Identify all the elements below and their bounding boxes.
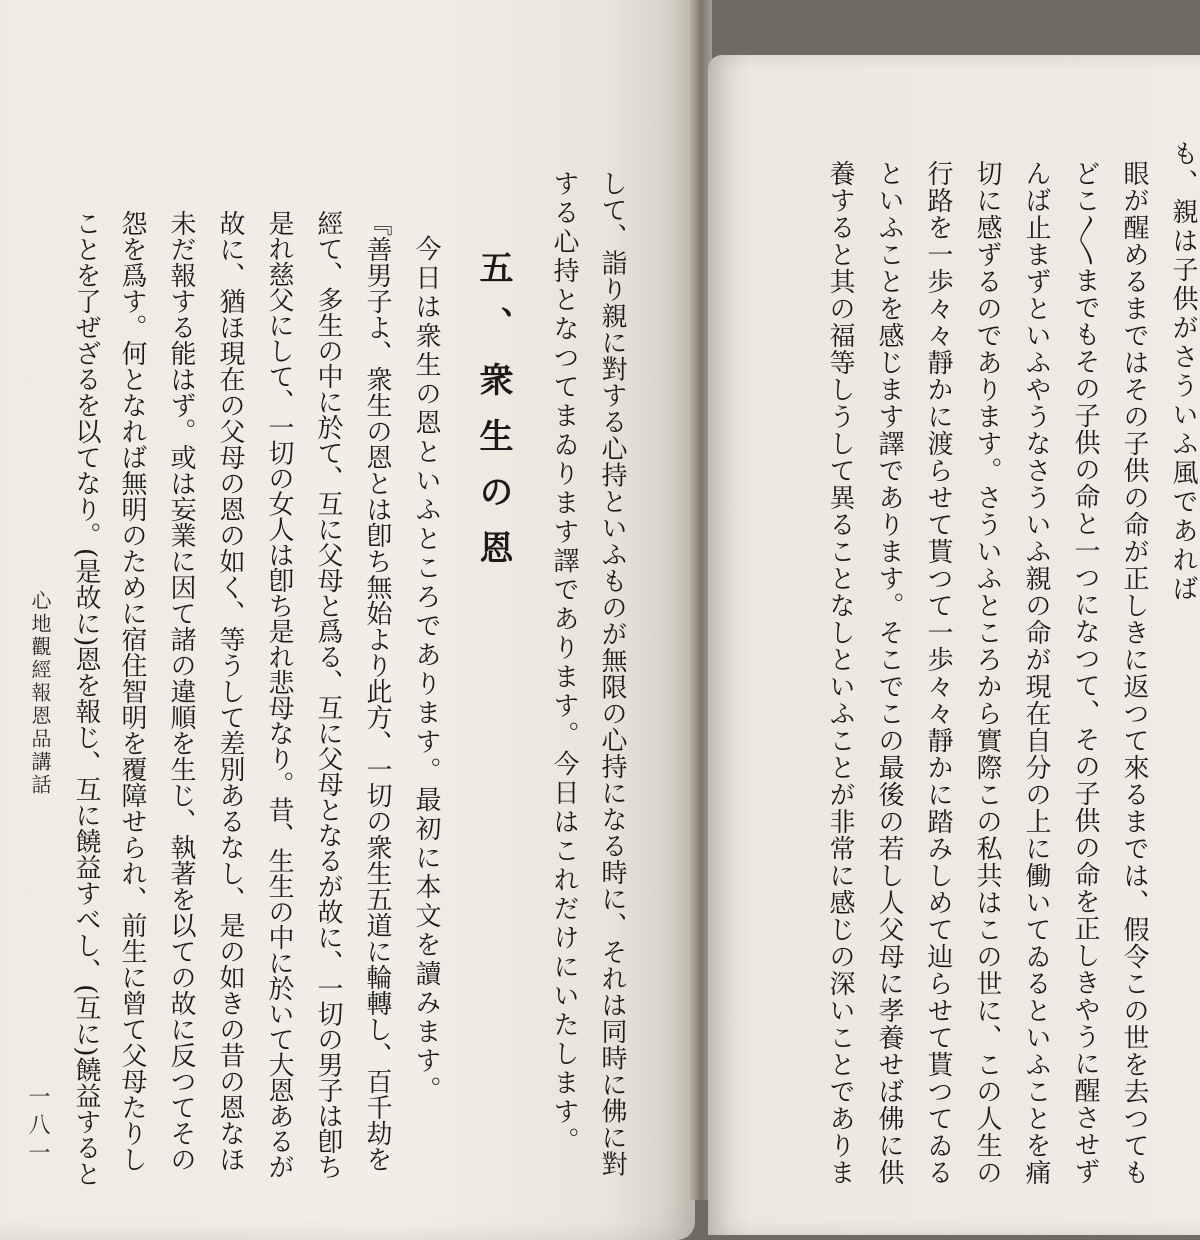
left-text-column: 今日は衆生の恩といふところであります。最初に本文を讀みます。 — [411, 235, 441, 1105]
right-text-column: 行路を一歩々々靜かに渡らせて貰つて一歩々々靜かに踏みしめて辿らせて貰つてゐる — [923, 160, 953, 1186]
left-text-column: 『善男子よ、衆生の恩とは卽ち無始より此方、一切の衆生五道に輪轉し、百千劫を — [362, 210, 392, 1172]
right-text-column: 養すると其の福等しうして異ることなしといふことが非常に感じの深いことでありま — [825, 160, 855, 1186]
left-text-column: ことを了ぜざるを以てなり。(是故に)恩を報じ、互に饒益すべし、(互に)饒益すると — [71, 210, 101, 1187]
left-text-column: して、詣り親に對する心持といふものが無限の心持になる時に、それは同時に佛に對 — [597, 170, 627, 1177]
right-text-column: 眼が醒めるまではその子供の命が正しきに返つて來るまでは、假令この世を去つても — [1119, 160, 1149, 1186]
left-text-column: する心持となつてまゐります譯であります。今日はこれだけにいたします。 — [549, 170, 579, 1156]
left-text-column: 怨を爲す。何となれば無明のために宿住智明を覆障せられ、前生に曾て父母たりし — [117, 210, 147, 1172]
right-text-column: も、親は子供がさういふ風であれば — [1168, 140, 1198, 604]
section-heading: 五、衆生の恩 — [473, 250, 513, 586]
left-text-column: 是れ慈父にして、一切の女人は卽ち是れ悲母なり。昔、生生の中に於いて大恩あるが — [264, 210, 294, 1179]
left-text-column: 經て、多生の中に於て、互に父母と爲る、互に父母となるが故に、一切の男子は卽ち — [313, 210, 343, 1179]
left-text-column: 未だ報する能はず。或は妄業に因て諸の違順を生じ、執著を以ての故に反つてその — [166, 210, 196, 1172]
right-text-column: どこ〳〵までもその子供の命と一つになつて、その子供の命を正しきやうに醒させず — [1070, 160, 1100, 1185]
left-text-column: 故に、猶ほ現在の父母の恩の如く、等うして差別あるなし、是の如きの昔の恩なほ — [215, 210, 245, 1172]
right-text-column: 切に感ずるのであります。さういふところから實際この私共はこの世に、この人生の — [972, 160, 1002, 1186]
right-text-column: といふことを感じます譯であります。そこでこの最後の若し人父母に孝養せば佛に供 — [874, 160, 904, 1186]
right-text-column: んば止まずといふやうなさういふ親の命が現在自分の上に働いてゐるといふことを痛 — [1021, 160, 1051, 1186]
running-head: 心地觀經報恩品講話 — [28, 590, 52, 797]
page-number: 一八一 — [25, 1085, 50, 1169]
